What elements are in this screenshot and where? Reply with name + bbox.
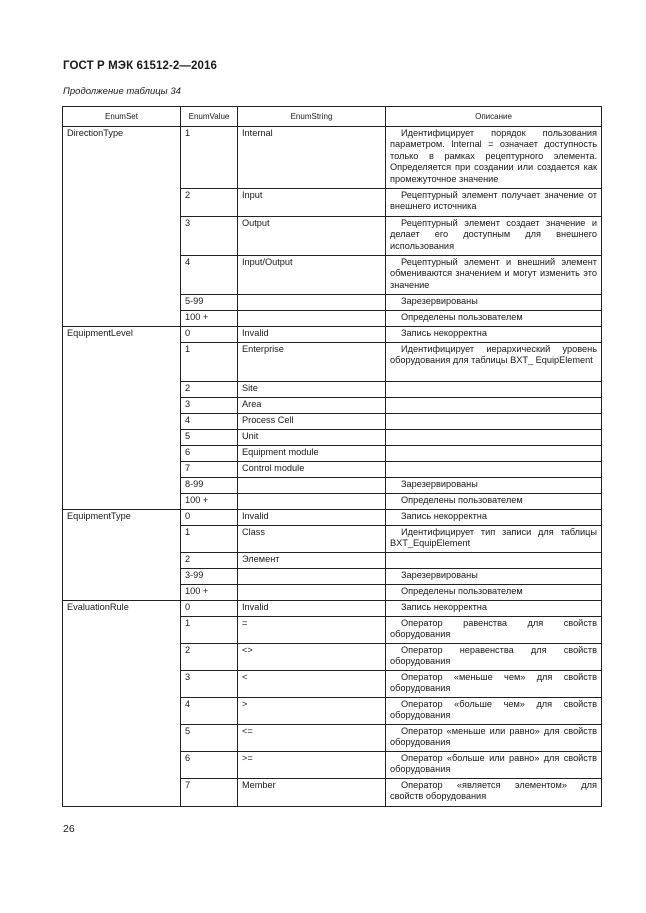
column-header-enumvalue: EnumValue — [181, 107, 238, 127]
enumvalue-cell: 1 — [181, 526, 238, 553]
enumstring-cell: <= — [238, 725, 386, 752]
enumvalue-cell: 0 — [181, 601, 238, 617]
enumvalue-cell: 5-99 — [181, 295, 238, 311]
enumvalue-cell: 2 — [181, 644, 238, 671]
enumvalue-cell: 4 — [181, 698, 238, 725]
enumvalue-cell: 2 — [181, 189, 238, 217]
enumvalue-cell: 100 + — [181, 311, 238, 327]
table-row — [63, 127, 602, 189]
enum-table — [62, 106, 602, 807]
enumvalue-cell: 7 — [181, 462, 238, 478]
description-cell — [386, 382, 602, 398]
description-cell: Оператор «больше или равно» для свойств оборудования — [386, 752, 602, 779]
description-cell — [386, 553, 602, 569]
description-cell: Оператор «меньше или равно» для свойств оборудования — [386, 725, 602, 752]
table-header-row — [63, 107, 602, 127]
enumstring-cell: Enterprise — [238, 343, 386, 382]
description-cell — [386, 414, 602, 430]
description-cell: Зарезервированы — [386, 569, 602, 585]
enumstring-cell: Input — [238, 189, 386, 217]
enumvalue-cell: 3 — [181, 217, 238, 256]
enumvalue-cell: 5 — [181, 430, 238, 446]
description-cell: Оператор «больше чем» для свойств оборудования — [386, 698, 602, 725]
enumvalue-cell: 0 — [181, 510, 238, 526]
enumvalue-cell: 4 — [181, 414, 238, 430]
description-cell: Рецептурный элемент создает значение и делает его доступным для внешнего использования — [386, 217, 602, 256]
enumstring-cell — [238, 494, 386, 510]
table-row — [63, 601, 602, 617]
enumset-cell: EquipmentType — [63, 510, 181, 601]
enumset-cell: EquipmentLevel — [63, 327, 181, 510]
description-cell: Оператор неравенства для свойств оборудования — [386, 644, 602, 671]
description-cell: Определены пользователем — [386, 585, 602, 601]
enumstring-cell: Input/Output — [238, 256, 386, 295]
enumstring-cell — [238, 295, 386, 311]
enumvalue-cell: 5 — [181, 725, 238, 752]
enumstring-cell: Invalid — [238, 510, 386, 526]
enumstring-cell: Process Cell — [238, 414, 386, 430]
enumvalue-cell: 3 — [181, 671, 238, 698]
enumvalue-cell: 6 — [181, 752, 238, 779]
enumstring-cell: < — [238, 671, 386, 698]
description-cell — [386, 446, 602, 462]
enumvalue-cell: 3-99 — [181, 569, 238, 585]
description-cell: Идентифицирует иерархический уровень оборудования для таблицы BXT_ EquipElement — [386, 343, 602, 382]
enumvalue-cell: 8-99 — [181, 478, 238, 494]
enumstring-cell: Output — [238, 217, 386, 256]
description-cell: Запись некорректна — [386, 510, 602, 526]
document-header: ГОСТ Р МЭК 61512-2—2016 — [63, 60, 217, 72]
description-cell: Рецептурный элемент получает значение от внешнего источника — [386, 189, 602, 217]
table-row — [63, 510, 602, 526]
description-cell: Идентифицирует порядок пользования параметром. Internal = означает доступность только в рамках рецептурного элемента. Определяется при создании или создается как промежуточное значение — [386, 127, 602, 189]
column-header-enumset: EnumSet — [63, 107, 181, 127]
column-header-enumstring: EnumString — [238, 107, 386, 127]
enumstring-cell: Элемент — [238, 553, 386, 569]
page-number: 26 — [63, 823, 75, 835]
description-cell: Запись некорректна — [386, 327, 602, 343]
description-cell: Оператор равенства для свойств оборудования — [386, 617, 602, 644]
enumstring-cell: >= — [238, 752, 386, 779]
description-cell — [386, 398, 602, 414]
enumstring-cell: Invalid — [238, 327, 386, 343]
description-cell — [386, 462, 602, 478]
enumvalue-cell: 6 — [181, 446, 238, 462]
enumstring-cell — [238, 569, 386, 585]
column-header-description: Описание — [386, 107, 602, 127]
enumstring-cell: Equipment module — [238, 446, 386, 462]
enumstring-cell: <> — [238, 644, 386, 671]
enumvalue-cell: 2 — [181, 382, 238, 398]
enumstring-cell — [238, 311, 386, 327]
description-cell: Запись некорректна — [386, 601, 602, 617]
enumvalue-cell: 100 + — [181, 585, 238, 601]
description-cell: Определены пользователем — [386, 494, 602, 510]
enumstring-cell: Class — [238, 526, 386, 553]
enumvalue-cell: 1 — [181, 127, 238, 189]
description-cell: Определены пользователем — [386, 311, 602, 327]
enumset-cell: DirectionType — [63, 127, 181, 327]
enumvalue-cell: 1 — [181, 343, 238, 382]
enumstring-cell: Area — [238, 398, 386, 414]
enumstring-cell: Control module — [238, 462, 386, 478]
enumset-cell: EvaluationRule — [63, 601, 181, 807]
enumvalue-cell: 4 — [181, 256, 238, 295]
description-cell: Оператор «меньше чем» для свойств оборудования — [386, 671, 602, 698]
enumvalue-cell: 100 + — [181, 494, 238, 510]
table-caption: Продолжение таблицы 34 — [63, 86, 181, 97]
enumstring-cell — [238, 585, 386, 601]
table-row — [63, 327, 602, 343]
enumstring-cell: = — [238, 617, 386, 644]
description-cell: Оператор «является элементом» для свойств оборудования — [386, 779, 602, 807]
description-cell — [386, 430, 602, 446]
enumvalue-cell: 7 — [181, 779, 238, 807]
enumvalue-cell: 0 — [181, 327, 238, 343]
enumstring-cell: Invalid — [238, 601, 386, 617]
enumstring-cell: Site — [238, 382, 386, 398]
description-cell: Идентифицирует тип записи для таблицы BXT_EquipElement — [386, 526, 602, 553]
enumstring-cell: Unit — [238, 430, 386, 446]
enumvalue-cell: 2 — [181, 553, 238, 569]
description-cell: Рецептурный элемент и внешний элемент обмениваются значением и могут изменить это значение — [386, 256, 602, 295]
enumstring-cell — [238, 478, 386, 494]
enumvalue-cell: 3 — [181, 398, 238, 414]
description-cell: Зарезервированы — [386, 295, 602, 311]
description-cell: Зарезервированы — [386, 478, 602, 494]
enumstring-cell: > — [238, 698, 386, 725]
enumstring-cell: Member — [238, 779, 386, 807]
enumvalue-cell: 1 — [181, 617, 238, 644]
enumstring-cell: Internal — [238, 127, 386, 189]
